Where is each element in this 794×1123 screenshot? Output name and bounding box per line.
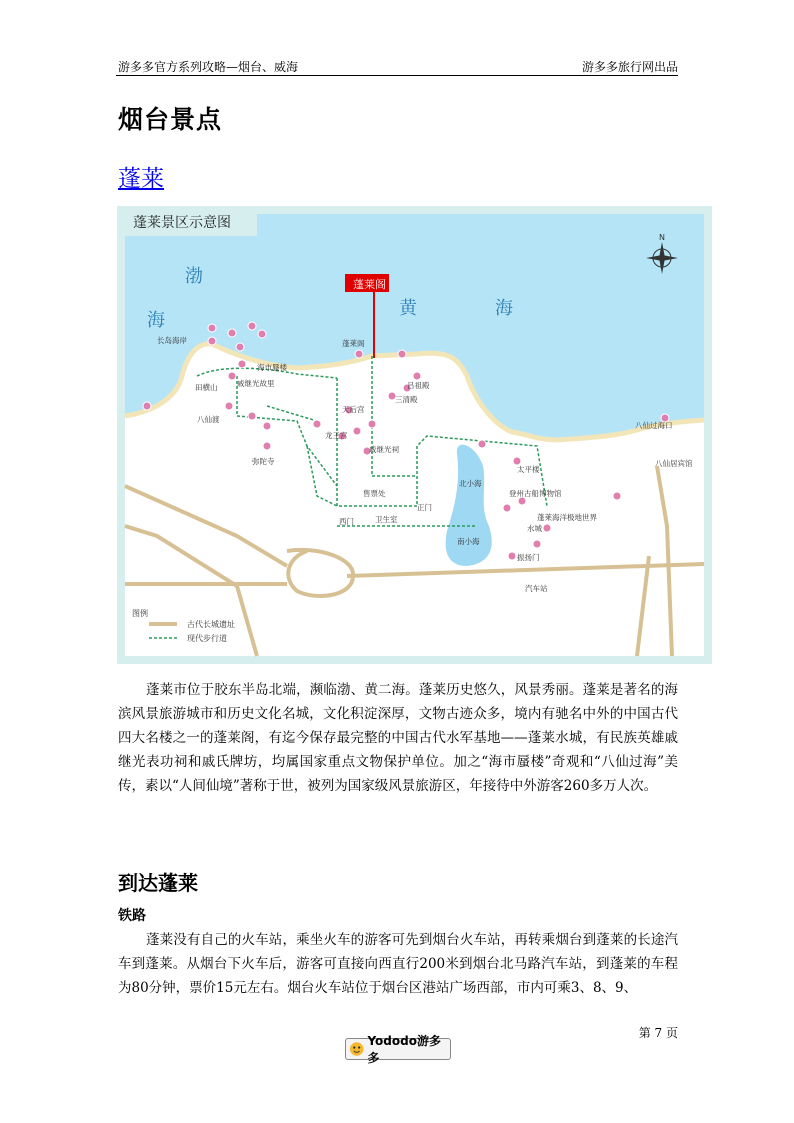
- svg-text:海市蜃楼: 海市蜃楼: [257, 363, 287, 372]
- svg-text:三清殿: 三清殿: [395, 395, 418, 404]
- header-publisher: 游多多旅行网出品: [581, 60, 678, 74]
- sea-label-huang: 黄: [399, 298, 417, 319]
- svg-text:吕祖殿: 吕祖殿: [407, 381, 430, 390]
- section-link-penglai[interactable]: 蓬莱: [118, 166, 164, 192]
- svg-text:弥陀寺: 弥陀寺: [252, 457, 275, 466]
- svg-text:N: N: [659, 233, 665, 242]
- svg-text:八仙过海口: 八仙过海口: [635, 421, 673, 430]
- svg-text:天后宫: 天后宫: [342, 405, 365, 414]
- svg-text:售票处: 售票处: [363, 489, 386, 498]
- svg-text:蓬莱海洋极地世界: 蓬莱海洋极地世界: [537, 513, 597, 522]
- svg-text:图例: 图例: [132, 609, 148, 618]
- svg-text:正门: 正门: [417, 503, 432, 512]
- callout-label: 蓬莱阁: [353, 278, 386, 291]
- yododo-logo: [345, 1034, 451, 1065]
- svg-text:汽车站: 汽车站: [525, 584, 548, 593]
- svg-text:古代长城遗址: 古代长城遗址: [187, 620, 235, 629]
- svg-text:蓬莱阁: 蓬莱阁: [342, 339, 365, 348]
- svg-text:北小海: 北小海: [459, 479, 482, 488]
- arrival-heading: 到达蓬莱: [118, 871, 198, 895]
- page-number: 第 7 页: [638, 1026, 678, 1040]
- svg-text:八仙居宾馆: 八仙居宾馆: [655, 459, 693, 468]
- svg-text:西门: 西门: [339, 517, 354, 526]
- logo-face-icon: [349, 1041, 364, 1057]
- svg-text:振扬门: 振扬门: [517, 553, 540, 562]
- intro-paragraph: 蓬莱市位于胶东半岛北端，濒临渤、黄二海。蓬莱历史悠久，风景秀丽。蓬莱是著名的海滨风景旅游城市和历史文化名城，文化积淀深厚，文物古迹众多，境内有驰名中外的中国古代四大名楼之一的蓬莱阁，有迄今保存最完整的中国古代水军基地——蓬莱水城，有民族英雄戚继光表功祠和戚氏牌坊，均属国家重点文物保护单位。加之“海市蜃楼”奇观和“八仙过海”美传，素以“人间仙境”著称于世，被列为国家级风景旅游区，年接待中外游客260多万人次。: [118, 682, 678, 794]
- svg-text:长岛海岸: 长岛海岸: [157, 336, 187, 345]
- logo-text: Yododo游多多: [367, 1034, 441, 1065]
- penglai-map: [117, 206, 712, 664]
- svg-text:登州古船博物馆: 登州古船博物馆: [509, 489, 562, 498]
- railway-paragraph: 蓬莱没有自己的火车站，乘坐火车的游客可先到烟台火车站，再转乘烟台到蓬莱的长途汽车到蓬莱。从烟台下火车后，游客可直接向西直行200米到烟台北马路汽车站，到蓬莱的车程为80分钟，票价15元左右。烟台火车站位于烟台区港站广场西部，市内可乘3、8、9、: [118, 932, 678, 996]
- svg-text:南小海: 南小海: [457, 537, 480, 546]
- page-title: 烟台景点: [118, 105, 223, 134]
- svg-text:现代步行道: 现代步行道: [187, 634, 227, 643]
- svg-text:戚继光故里: 戚继光故里: [237, 379, 275, 388]
- railway-subheading: 铁路: [118, 908, 146, 924]
- header-rule: [116, 75, 678, 76]
- map-title: 蓬莱景区示意图: [133, 215, 231, 231]
- svg-text:田横山: 田横山: [195, 383, 218, 392]
- svg-text:太平楼: 太平楼: [517, 465, 540, 474]
- sea-label-hai2: 海: [495, 298, 513, 319]
- sea-label-hai1: 海: [147, 310, 165, 331]
- svg-text:戚继光祠: 戚继光祠: [369, 445, 399, 454]
- svg-text:龙王宫: 龙王宫: [325, 431, 348, 440]
- svg-text:水城: 水城: [527, 524, 542, 533]
- svg-text:卫生室: 卫生室: [375, 515, 398, 524]
- header-title: 游多多官方系列攻略—烟台、威海: [118, 60, 299, 74]
- svg-text:八仙渡: 八仙渡: [197, 415, 220, 424]
- sea-label-bo: 渤: [185, 266, 203, 287]
